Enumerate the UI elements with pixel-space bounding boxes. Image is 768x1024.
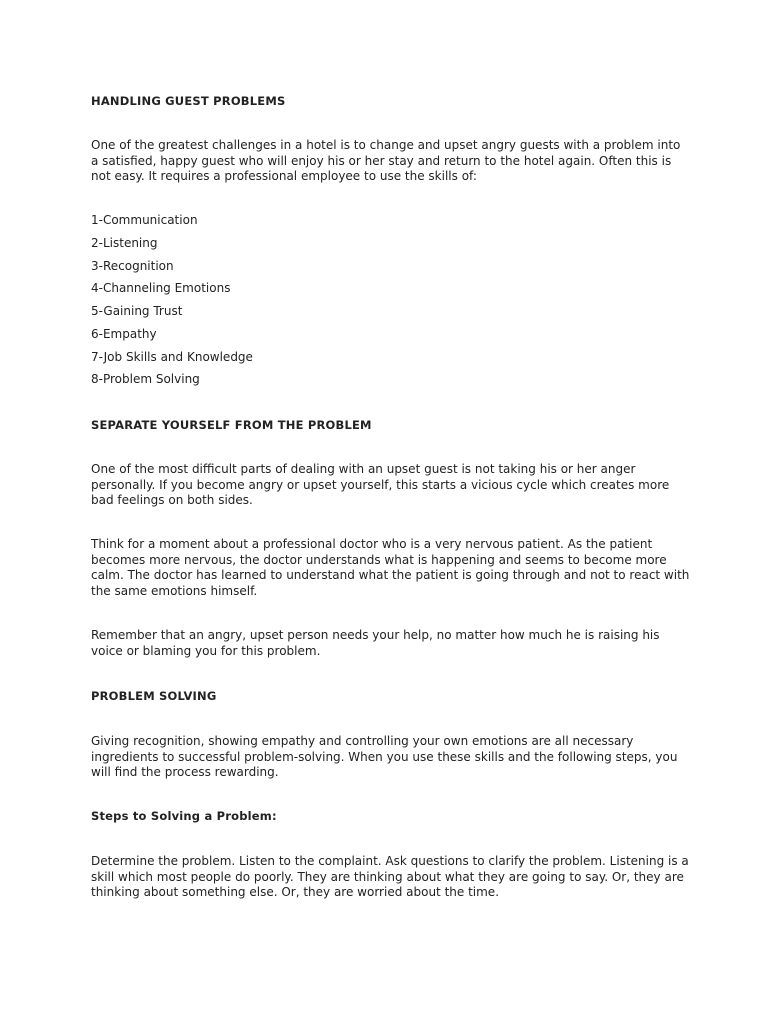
separate-paragraph-2: Think for a moment about a professional doctor who is a very nervous patient. As the patient becomes more nervous, the doctor understands what is happening and seems to become more calm. The doctor has learned to understand what the patient is going through and not to react with the same emotions himself.: [91, 537, 690, 598]
skill-item: 6-Empathy: [91, 327, 157, 341]
solving-paragraph-1: Giving recognition, showing empathy and controlling your own emotions are all necessary ingredients to successful problem-solving. When you use these skills and the following steps, you will find the process rewarding.: [91, 734, 678, 779]
heading-problem-solving: PROBLEM SOLVING: [91, 689, 217, 703]
heading-handling-guest-problems: HANDLING GUEST PROBLEMS: [91, 94, 286, 108]
skill-item: 2-Listening: [91, 236, 158, 250]
heading-separate-yourself: SEPARATE YOURSELF FROM THE PROBLEM: [91, 418, 372, 432]
skill-item: 3-Recognition: [91, 259, 174, 273]
skill-item: 1-Communication: [91, 213, 198, 227]
skill-item: 8-Problem Solving: [91, 372, 200, 386]
skill-item: 4-Channeling Emotions: [91, 281, 231, 295]
steps-paragraph-1: Determine the problem. Listen to the complaint. Ask questions to clarify the problem. Listening is a skill which most people do poorly. They are thinking about what they are going to say. Or, they are thinking about something else. Or, they are worried about the time.: [91, 854, 689, 899]
skills-list: [91, 213, 691, 398]
separate-paragraph-3: Remember that an angry, upset person needs your help, no matter how much he is raising his voice or blaming you for this problem.: [91, 628, 660, 658]
heading-steps-to-solving: Steps to Solving a Problem:: [91, 809, 277, 823]
skill-item: 5-Gaining Trust: [91, 304, 183, 318]
intro-paragraph: One of the greatest challenges in a hotel is to change and upset angry guests with a problem into a satisfied, happy guest who will enjoy his or her stay and return to the hotel again. Often this is not easy. It requires a professional employee to use the skills of:: [91, 138, 681, 183]
skill-item: 7-Job Skills and Knowledge: [91, 350, 253, 364]
separate-paragraph-1: One of the most difficult parts of dealing with an upset guest is not taking his or her anger personally. If you become angry or upset yourself, this starts a vicious cycle which creates more bad feelings on both sides.: [91, 462, 670, 507]
